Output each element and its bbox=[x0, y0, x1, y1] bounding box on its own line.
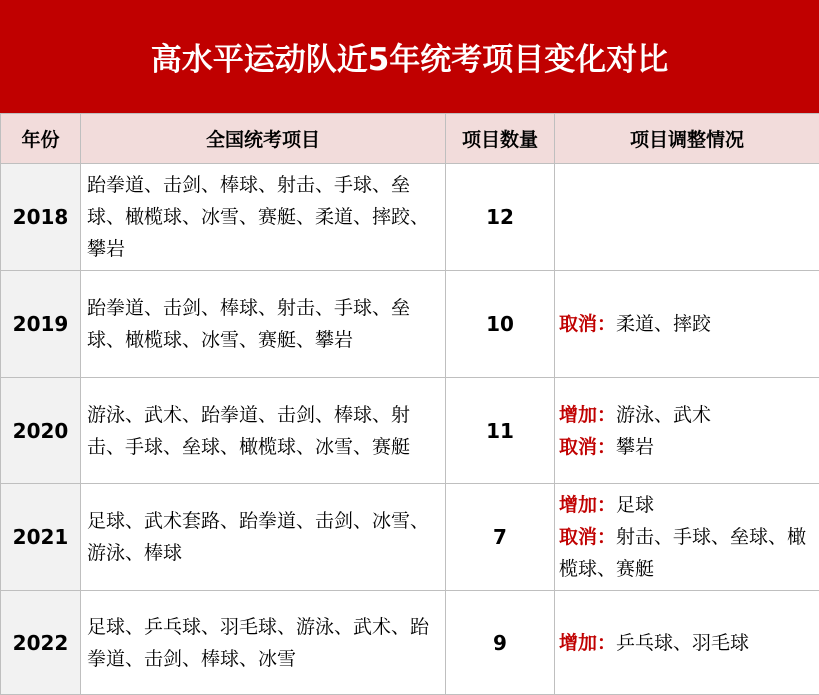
adjustment-label-cancel: 取消： bbox=[559, 313, 616, 335]
year-cell: 2021 bbox=[1, 484, 81, 591]
table-row bbox=[1, 484, 819, 591]
adjustment-text: 游泳、武术 bbox=[616, 404, 711, 426]
items-cell: 足球、乒乓球、羽毛球、游泳、武术、跆拳道、击剑、棒球、冰雪 bbox=[81, 591, 446, 695]
count-cell: 9 bbox=[446, 591, 555, 695]
count-cell: 11 bbox=[446, 378, 555, 484]
table-row bbox=[1, 271, 819, 378]
adjustment-text: 攀岩 bbox=[616, 436, 654, 458]
adjustment-line bbox=[559, 308, 815, 340]
adjustment-line bbox=[559, 489, 815, 521]
count-cell: 10 bbox=[446, 271, 555, 378]
adjustment-cell bbox=[555, 378, 819, 484]
items-cell: 足球、武术套路、跆拳道、击剑、冰雪、游泳、棒球 bbox=[81, 484, 446, 591]
adjustment-cell bbox=[555, 484, 819, 591]
items-cell: 游泳、武术、跆拳道、击剑、棒球、射击、手球、垒球、橄榄球、冰雪、赛艇 bbox=[81, 378, 446, 484]
header-items: 全国统考项目 bbox=[81, 114, 446, 164]
adjustment-text: 足球 bbox=[616, 494, 654, 516]
year-cell: 2018 bbox=[1, 164, 81, 271]
year-cell: 2020 bbox=[1, 378, 81, 484]
header-count: 项目数量 bbox=[446, 114, 555, 164]
items-cell: 跆拳道、击剑、棒球、射击、手球、垒球、橄榄球、冰雪、赛艇、攀岩 bbox=[81, 271, 446, 378]
header-year: 年份 bbox=[1, 114, 81, 164]
adjustment-line bbox=[559, 399, 815, 431]
year-cell: 2022 bbox=[1, 591, 81, 695]
adjustment-label-cancel: 取消： bbox=[559, 436, 616, 458]
table-row bbox=[1, 378, 819, 484]
adjustment-text: 乒乓球、羽毛球 bbox=[616, 632, 749, 654]
adjustment-label-add: 增加： bbox=[559, 494, 616, 516]
table-row bbox=[1, 591, 819, 695]
adjustment-line bbox=[559, 521, 815, 585]
title-banner bbox=[0, 0, 819, 113]
adjustment-text: 射击、手球、垒球、橄榄球、赛艇 bbox=[559, 526, 806, 580]
adjustment-cell bbox=[555, 164, 819, 271]
adjustment-line bbox=[559, 627, 815, 659]
year-cell: 2019 bbox=[1, 271, 81, 378]
items-cell: 跆拳道、击剑、棒球、射击、手球、垒球、橄榄球、冰雪、赛艇、柔道、摔跤、攀岩 bbox=[81, 164, 446, 271]
adjustment-label-cancel: 取消： bbox=[559, 526, 616, 548]
adjustment-label-add: 增加： bbox=[559, 632, 616, 654]
adjustment-text: 柔道、摔跤 bbox=[616, 313, 711, 335]
count-cell: 12 bbox=[446, 164, 555, 271]
adjustment-label-add: 增加： bbox=[559, 404, 616, 426]
adjustment-line bbox=[559, 431, 815, 463]
adjustment-cell bbox=[555, 271, 819, 378]
table-row bbox=[1, 164, 819, 271]
adjustment-cell bbox=[555, 591, 819, 695]
comparison-table bbox=[0, 113, 819, 695]
header-adjustment: 项目调整情况 bbox=[555, 114, 819, 164]
page-title: 高水平运动队近5年统考项目变化对比 bbox=[151, 34, 669, 79]
count-cell: 7 bbox=[446, 484, 555, 591]
table-header-row bbox=[1, 114, 819, 164]
